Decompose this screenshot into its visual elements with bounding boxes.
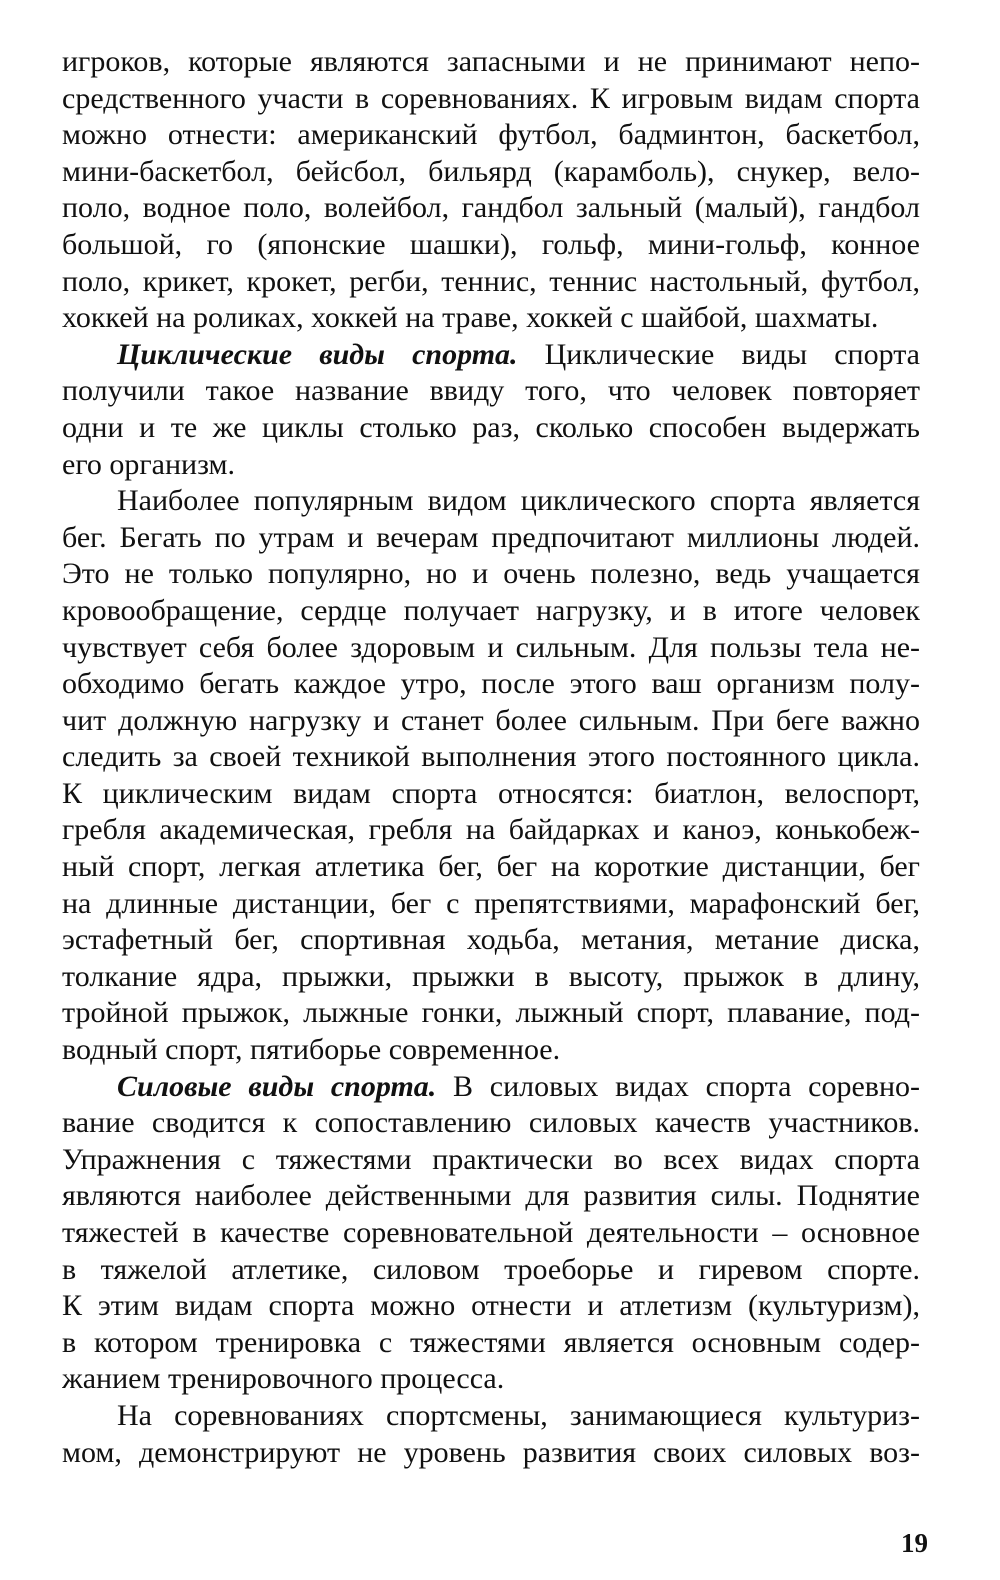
text-line: К циклическим видам спорта относятся: биатлон, велоспорт,	[62, 776, 920, 810]
text-line: в котором тренировка с тяжестями является основным содер-	[62, 1325, 920, 1359]
text-line: в тяжелой атлетике, силовом троеборье и гиревом спорте.	[62, 1252, 920, 1286]
text-line: тройной прыжок, лыжные гонки, лыжный спорт, плавание, под-	[62, 996, 920, 1030]
text-line: игроков, которые являются запасными и не принимают непо-	[62, 45, 920, 78]
paragraph-5	[62, 1398, 920, 1471]
text-line: мини-баскетбол, бейсбол, бильярд (карамболь), снукер, вело-	[62, 154, 920, 188]
text-line: поло, крикет, крокет, регби, теннис, теннис настольный, футбол,	[62, 264, 920, 298]
text-line: поло, водное поло, волейбол, гандбол зальный (малый), гандбол	[62, 191, 920, 225]
paragraph-1	[62, 44, 920, 337]
text-line	[62, 1069, 920, 1106]
text-line: Наиболее популярным видом циклического спорта является	[117, 484, 920, 518]
text-line: являются наиболее действенными для развития силы. Поднятие	[62, 1179, 920, 1213]
text-line: бег. Бегать по утрам и вечерам предпочитают миллионы людей.	[62, 520, 920, 554]
text-line: хоккей на роликах, хоккей на траве, хоккей с шайбой, шахматы.	[62, 301, 879, 335]
text-line: тяжестей в качестве соревновательной деятельности – основное	[62, 1216, 920, 1249]
text-line: эстафетный бег, спортивная ходьба, метания, метание диска,	[62, 923, 920, 957]
text-line: гребля академическая, гребля на байдарках и каноэ, конькобеж-	[62, 813, 920, 847]
paragraph-4	[62, 1069, 920, 1398]
paragraph-3	[62, 483, 920, 1069]
text-line: одни и те же циклы столько раз, сколько способен выдержать	[62, 410, 920, 444]
text-line: большой, го (японские шашки), гольф, мини-гольф, конное	[62, 227, 920, 261]
text-line: Это не только популярно, но и очень полезно, ведь учащается	[62, 557, 920, 591]
text-line: жанием тренировочного процесса.	[62, 1362, 505, 1396]
text-line: ный спорт, легкая атлетика бег, бег на короткие дистанции, бег	[62, 850, 920, 884]
text-line: К этим видам спорта можно отнести и атлетизм (культуризм),	[62, 1289, 920, 1323]
section-heading-cyclic: Циклические виды спорта.	[117, 337, 518, 371]
page-body	[62, 44, 920, 1471]
text-line	[62, 337, 920, 374]
text-line: кровообращение, сердце получает нагрузку, и в итоге человек	[62, 593, 920, 627]
text-line: на длинные дистанции, бег с препятствиями, марафонский бег,	[62, 886, 920, 920]
text-line: чувствует себя более здоровым и сильным. Для пользы тела не-	[62, 630, 920, 664]
text-line: получили такое название ввиду того, что человек повторяет	[62, 374, 920, 408]
text-line: На соревнованиях спортсмены, занимающиеся культуриз-	[117, 1398, 920, 1432]
text-line: водный спорт, пятиборье современное.	[62, 1033, 561, 1067]
page-number: 19	[901, 1528, 928, 1558]
text-line: мом, демонстрируют не уровень развития своих силовых воз-	[62, 1435, 920, 1469]
text-line: можно отнести: американский футбол, бадминтон, баскетбол,	[62, 118, 920, 152]
text-line: толкание ядра, прыжки, прыжки в высоту, прыжок в длину,	[62, 959, 920, 993]
text-span: Циклические виды спорта	[517, 337, 920, 371]
section-heading-strength: Силовые виды спорта.	[117, 1069, 437, 1103]
text-line: чит должную нагрузку и станет более сильным. При беге важно	[62, 703, 920, 737]
text-span: В силовых видах спорта соревно-	[436, 1069, 920, 1103]
text-line: его организм.	[62, 447, 236, 481]
text-line: вание сводится к сопоставлению силовых качеств участников.	[62, 1106, 920, 1140]
paragraph-2	[62, 337, 920, 483]
text-line: следить за своей техникой выполнения этого постоянного цикла.	[62, 740, 920, 774]
text-line: средственного участи в соревнованиях. К игровым видам спорта	[62, 81, 920, 115]
text-line: обходимо бегать каждое утро, после этого ваш организм полу-	[62, 667, 920, 701]
text-line: Упражнения с тяжестями практически во всех видах спорта	[62, 1142, 920, 1176]
